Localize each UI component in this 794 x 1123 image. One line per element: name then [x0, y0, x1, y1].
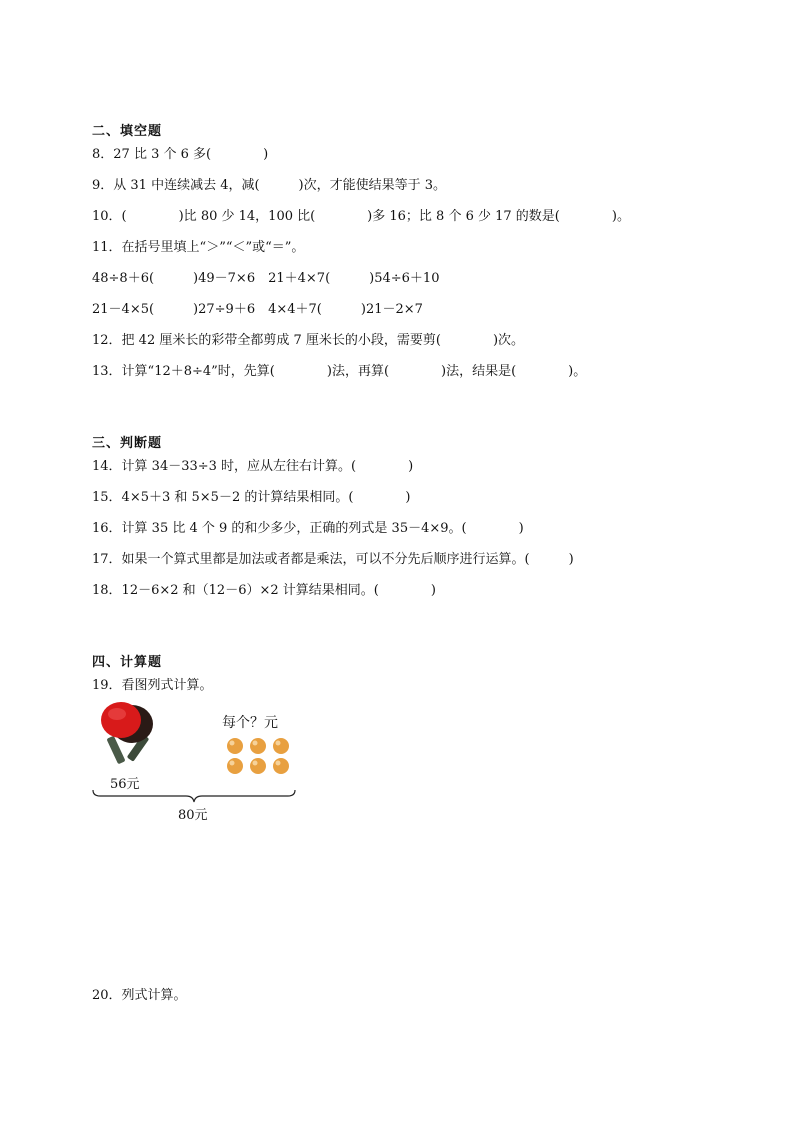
question-15: 15．4×5＋3 和 5×5－2 的计算结果相同。( ) [92, 490, 411, 505]
question-10: 10．( )比 80 少 14，100 比( )多 16；比 8 个 6 少 17 的数是( )。 [92, 209, 630, 224]
total-price-label: 80元 [178, 808, 208, 823]
question-19: 19．看图列式计算。 [92, 678, 213, 693]
ball-icon [273, 738, 289, 754]
question-12: 12．把 42 厘米长的彩带全都剪成 7 厘米长的小段，需要剪( )次。 [92, 333, 525, 348]
ball-icon [273, 758, 289, 774]
ball-icon [250, 758, 266, 774]
question-19-figure [90, 698, 310, 828]
section-fill-blank: 二、填空题 [92, 124, 163, 139]
question-11: 11．在括号里填上“＞”“＜”或“＝”。 [92, 240, 305, 255]
ball-icon [250, 738, 266, 754]
each-price-label: 每个？元 [222, 715, 278, 731]
balls-group [227, 738, 289, 774]
question-11-row-1: 48÷8＋6( )49－7×6 21＋4×7( )54÷6＋10 [92, 271, 440, 286]
section-true-false: 三、判断题 [92, 436, 163, 451]
ball-icon [227, 738, 243, 754]
question-17: 17．如果一个算式里都是加法或者都是乘法，可以不分先后顺序进行运算。( ) [92, 552, 574, 567]
question-20: 20．列式计算。 [92, 988, 187, 1003]
question-9: 9．从 31 中连续减去 4，减( )次，才能使结果等于 3。 [92, 178, 447, 193]
question-8: 8．27 比 3 个 6 多( ) [92, 147, 269, 162]
ball-icon [227, 758, 243, 774]
paddle-icon [101, 702, 153, 764]
section-calculation: 四、计算题 [92, 655, 163, 670]
question-14: 14．计算 34－33÷3 时，应从左往右计算。( ) [92, 459, 414, 474]
question-16: 16．计算 35 比 4 个 9 的和少多少，正确的列式是 35－4×9。( ) [92, 521, 524, 536]
question-18: 18．12－6×2 和（12－6）×2 计算结果相同。( ) [92, 583, 436, 598]
question-13: 13．计算“12＋8÷4”时，先算( )法，再算( )法，结果是( )。 [92, 364, 587, 379]
paddle-price-label: 56元 [110, 777, 140, 792]
question-11-row-2: 21－4×5( )27÷9＋6 4×4＋7( )21－2×7 [92, 302, 423, 317]
